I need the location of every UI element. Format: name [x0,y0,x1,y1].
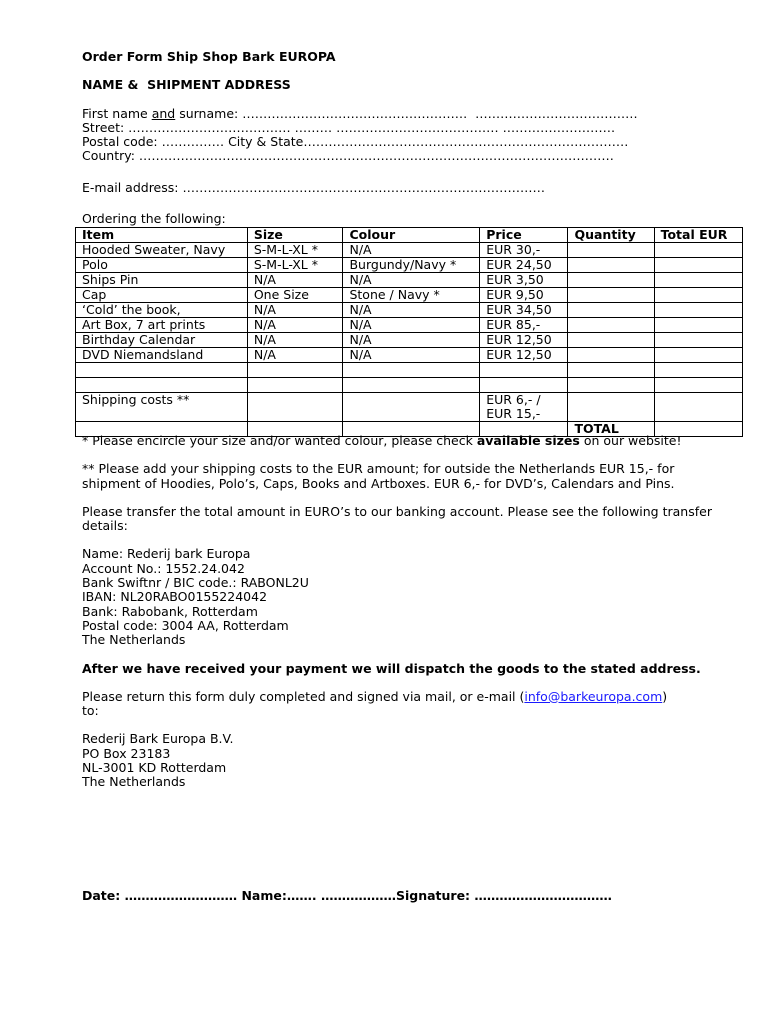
bank-country: The Netherlands [82,632,186,648]
price-cell: EUR 30,- [480,243,568,258]
signature-line[interactable]: Date: ……………………… Name:……. ………………Signature: …………………………… [82,888,612,903]
return-end: ) [662,688,668,704]
section-heading: NAME & SHIPMENT ADDRESS [82,77,291,93]
price-cell: EUR 34,50 [480,303,568,318]
price-cell: EUR 9,50 [480,288,568,303]
price-cell: EUR 24,50 [480,258,568,273]
note-sizes-text: * Please encircle your size and/or wanted colour, please check [82,433,477,448]
empty-cell[interactable] [76,363,248,378]
empty-cell[interactable] [654,363,742,378]
item-cell: Hooded Sweater, Navy [76,243,248,258]
available-sizes-text: available sizes [476,433,580,448]
bank-bank: Bank: Rabobank, Rotterdam [82,603,258,619]
total-cell[interactable] [654,318,742,333]
shipping-total[interactable] [654,393,742,422]
size-cell: S-M-L-XL * [247,258,343,273]
size-cell: N/A [247,333,343,348]
header-total: Total EUR [654,228,742,243]
header-item: Item [76,228,248,243]
ordering-label: Ordering the following: [82,211,226,227]
shipping-label: Shipping costs ** [76,393,248,422]
bank-details [82,547,722,647]
bank-postal: Postal code: 3004 AA, Rotterdam [82,617,289,633]
quantity-cell[interactable] [568,303,654,318]
colour-cell: N/A [343,333,480,348]
item-cell: Ships Pin [76,273,248,288]
return-address [82,732,722,789]
empty-cell [343,393,480,422]
name-field[interactable] [82,107,722,121]
size-cell: N/A [247,273,343,288]
item-cell: Art Box, 7 art prints [76,318,248,333]
note-sizes [82,434,722,448]
table-header-row [76,228,743,243]
empty-cell[interactable] [654,378,742,393]
shipping-row [76,393,743,422]
street-field[interactable]: Street: ………………………………… ……… ………………………………… ……………………… [82,119,616,135]
table-row [76,318,743,333]
name-suffix: surname: ……………………………………………… ………………………………… [175,105,638,121]
size-cell: One Size [247,288,343,303]
quantity-cell[interactable] [568,243,654,258]
colour-cell: Stone / Navy * [343,288,480,303]
country-field[interactable]: Country: …………………………………………………………………………………………………… [82,148,614,164]
name-and: and [151,105,176,121]
order-table [75,227,743,437]
quantity-cell[interactable] [568,318,654,333]
address-company: Rederij Bark Europa B.V. [82,731,234,747]
total-cell[interactable] [654,243,742,258]
price-cell: EUR 3,50 [480,273,568,288]
shipping-price [480,393,568,422]
empty-cell[interactable] [247,378,343,393]
empty-cell[interactable] [343,378,480,393]
empty-cell[interactable] [76,378,248,393]
total-cell[interactable] [654,273,742,288]
table-row [76,243,743,258]
bank-account: Account No.: 1552.24.042 [82,560,245,576]
quantity-cell[interactable] [568,333,654,348]
shipping-price-1: EUR 6,- / [486,392,541,407]
quantity-cell[interactable] [568,273,654,288]
address-po-box: PO Box 23183 [82,745,171,761]
address-city: NL-3001 KD Rotterdam [82,760,227,776]
empty-cell [247,393,343,422]
item-cell: Cap [76,288,248,303]
empty-cell[interactable] [480,363,568,378]
address-country: The Netherlands [82,774,186,790]
table-row [76,258,743,273]
price-cell: EUR 12,50 [480,348,568,363]
item-cell: ‘Cold’ the book, [76,303,248,318]
size-cell: S-M-L-XL * [247,243,343,258]
header-quantity: Quantity [568,228,654,243]
colour-cell: N/A [343,273,480,288]
empty-cell[interactable] [247,363,343,378]
colour-cell: N/A [343,303,480,318]
table-row-empty [76,363,743,378]
form-header [82,50,722,226]
empty-cell[interactable] [568,363,654,378]
table-row [76,288,743,303]
total-cell[interactable] [654,333,742,348]
email-field[interactable]: E-mail address: …………………………………………………………………………… [82,179,545,195]
shipping-price-2: EUR 15,- [486,406,541,421]
return-to: to: [82,703,99,719]
table-row [76,273,743,288]
price-cell: EUR 85,- [480,318,568,333]
item-cell: Birthday Calendar [76,333,248,348]
item-cell: Polo [76,258,248,273]
quantity-cell[interactable] [568,288,654,303]
table-row [76,348,743,363]
empty-cell[interactable] [480,378,568,393]
empty-cell[interactable] [343,363,480,378]
return-text: Please return this form duly completed and signed via mail, or e-mail ( [82,688,525,704]
header-price: Price [480,228,568,243]
note-sizes-end: on our website! [579,433,682,448]
price-cell: EUR 12,50 [480,333,568,348]
total-cell[interactable] [654,303,742,318]
total-label: TOTAL [568,422,654,437]
total-cell[interactable] [654,348,742,363]
table-row [76,333,743,348]
size-cell: N/A [247,318,343,333]
bank-swift: Bank Swiftnr / BIC code.: RABONL2U [82,575,309,591]
transfer-instructions: Please transfer the total amount in EURO’s to our banking account. Please see the following transfer details: [82,503,712,534]
quantity-cell[interactable] [568,348,654,363]
header-size: Size [247,228,343,243]
header-colour: Colour [343,228,480,243]
form-title: Order Form Ship Shop Bark EUROPA [82,49,336,64]
dispatch-notice: After we have received your payment we will dispatch the goods to the stated address. [82,660,701,676]
quantity-cell[interactable] [568,258,654,273]
bank-iban: IBAN: NL20RABO0155224042 [82,589,268,605]
size-cell: N/A [247,348,343,363]
postal-field[interactable]: Postal code: …………… City & State…………………………………………………………………… [82,134,629,150]
table-row-empty [76,378,743,393]
colour-cell: Burgundy/Navy * [343,258,480,273]
name-prefix: First name [82,105,152,121]
empty-cell[interactable] [568,378,654,393]
table-row [76,303,743,318]
note-shipping: ** Please add your shipping costs to the EUR amount; for outside the Netherlands EUR 15,- for shipment of Hoodies, Polo’s, Caps, Books and Artboxes. EUR 6,- for DVD’s, Calendars and Pins. [82,461,675,491]
total-cell[interactable] [654,288,742,303]
colour-cell: N/A [343,243,480,258]
shipping-quantity[interactable] [568,393,654,422]
size-cell: N/A [247,303,343,318]
form-body [82,434,722,790]
email-link[interactable]: info@barkeuropa.com [524,688,663,704]
item-cell: DVD Niemandsland [76,348,248,363]
colour-cell: N/A [343,348,480,363]
total-cell[interactable] [654,258,742,273]
colour-cell: N/A [343,318,480,333]
return-instructions [82,690,722,719]
bank-name: Name: Rederij bark Europa [82,546,251,562]
